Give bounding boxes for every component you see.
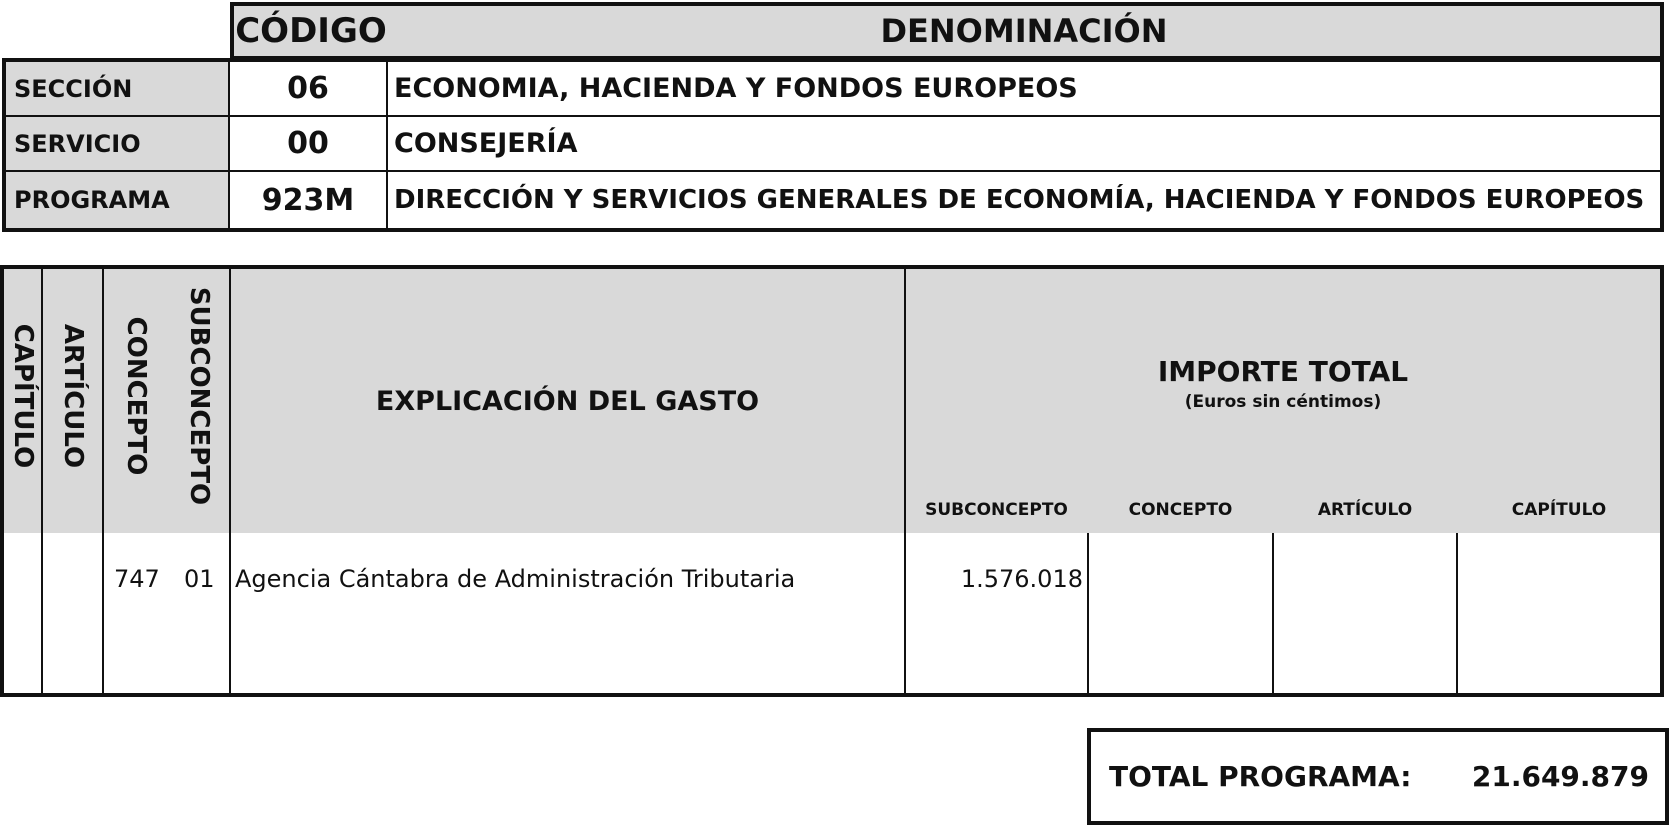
sub-header-articulo: ARTÍCULO [1317, 500, 1413, 520]
row-label-seccion: SECCIÓN [6, 62, 230, 117]
row-importe-subconcepto: 1.576.018 [960, 565, 1083, 593]
col-header-capitulo [4, 269, 41, 533]
col-divider [904, 269, 906, 693]
total-value: 21.649.879 [1471, 760, 1649, 793]
col-divider [1087, 533, 1089, 693]
col-header-subconcepto [168, 269, 229, 533]
col-divider [1456, 533, 1458, 693]
codigo-header: CÓDIGO [230, 2, 390, 60]
table-row [104, 565, 1660, 601]
row-name-servicio: CONSEJERÍA [388, 117, 1660, 172]
total-label: TOTAL PROGRAMA: [1109, 760, 1412, 793]
col-header-capitulo-text: CAPÍTULO [7, 323, 38, 468]
col-header-concepto-text: CONCEPTO [121, 316, 151, 476]
sub-header-subconcepto: SUBCONCEPTO [925, 500, 1068, 520]
row-name-programa: DIRECCIÓN Y SERVICIOS GENERALES DE ECONOMÍA, HACIENDA Y FONDOS EUROPEOS [394, 185, 1645, 215]
total-box [1087, 728, 1669, 825]
importe-subtitle: (Euros sin céntimos) [1184, 392, 1382, 412]
col-header-subconcepto-text: SUBCONCEPTO [183, 286, 214, 505]
denominacion-header: DENOMINACIÓN [388, 2, 1664, 60]
row-concepto: 747 [114, 565, 160, 593]
row-code-servicio: 00 [230, 117, 388, 172]
col-header-articulo [43, 269, 102, 533]
row-subconcepto: 01 [184, 565, 215, 593]
sub-header-concepto: CONCEPTO [1128, 500, 1233, 520]
col-header-articulo-text: ARTÍCULO [57, 323, 88, 468]
row-code-programa: 923M [230, 172, 388, 228]
row-label-programa: PROGRAMA [6, 172, 230, 228]
col-header-explicacion: EXPLICACIÓN DEL GASTO [375, 385, 760, 417]
sub-header-capitulo: CAPÍTULO [1511, 500, 1607, 520]
importe-title: IMPORTE TOTAL [1157, 355, 1409, 388]
row-name-seccion: ECONOMIA, HACIENDA Y FONDOS EUROPEOS [388, 62, 1660, 117]
row-label-servicio: SERVICIO [6, 117, 230, 172]
col-header-concepto [104, 269, 168, 533]
col-divider [1272, 533, 1274, 693]
row-code-seccion: 06 [230, 62, 388, 117]
row-explicacion: Agencia Cántabra de Administración Tributaria [235, 565, 796, 593]
